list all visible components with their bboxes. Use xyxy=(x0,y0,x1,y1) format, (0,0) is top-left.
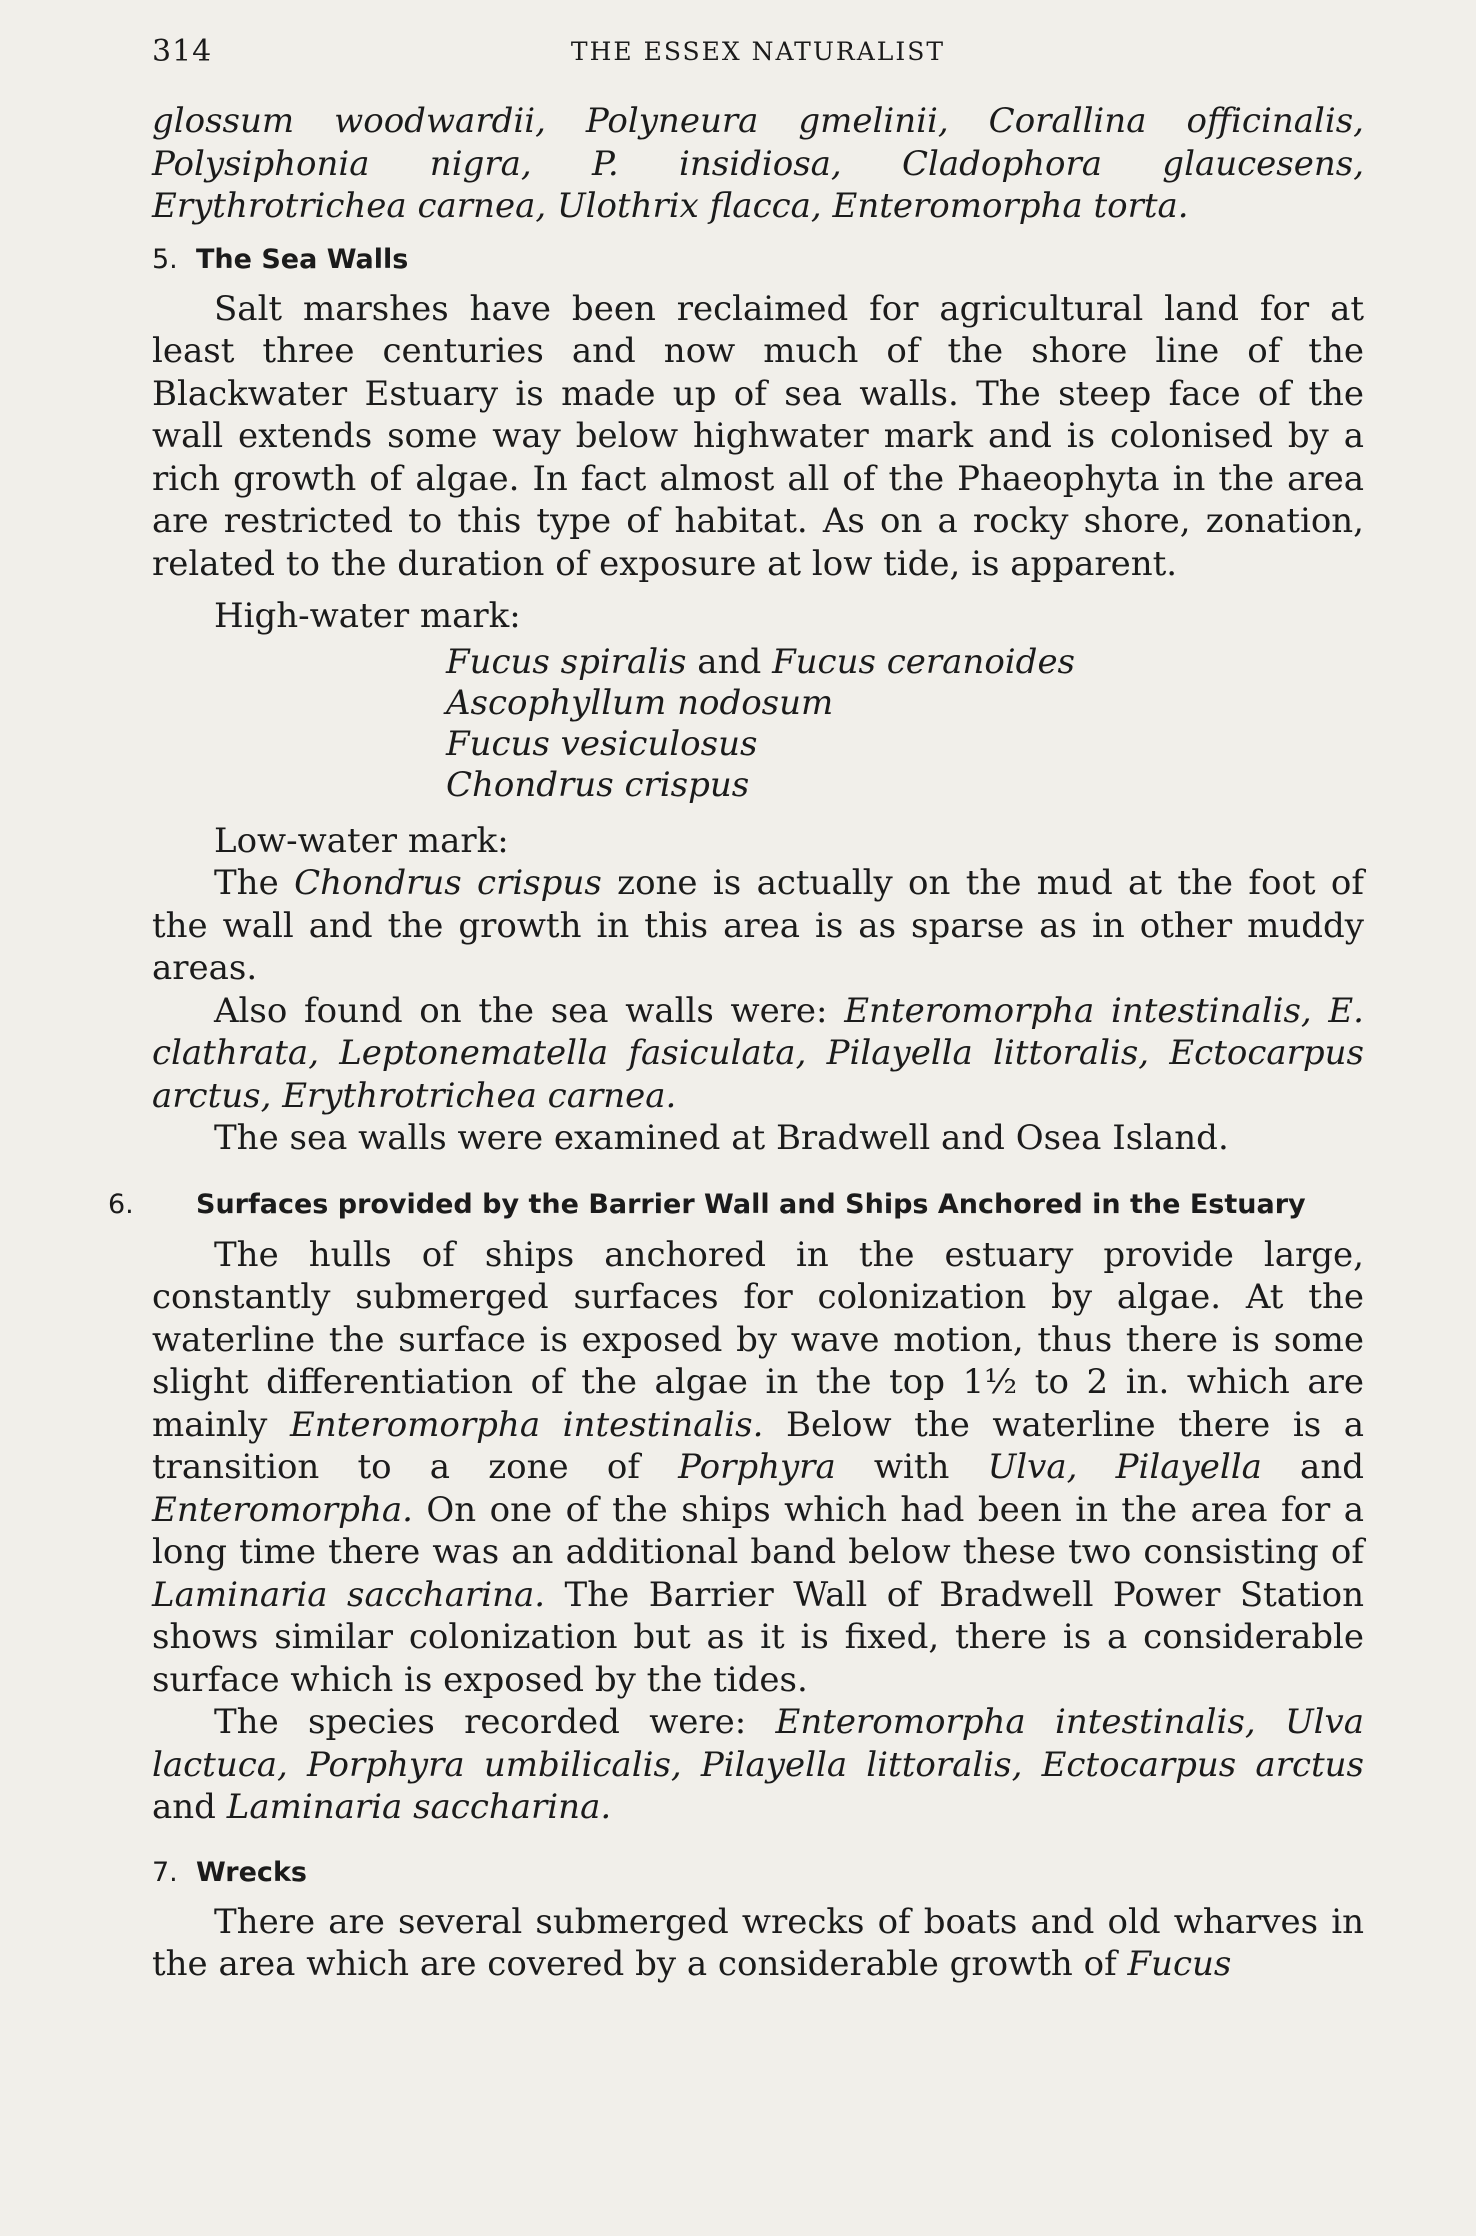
section-number: 6. xyxy=(108,1188,134,1220)
page-number: 314 xyxy=(152,34,213,69)
species-line: Fucus spiralis and Fucus ceranoides xyxy=(446,641,1076,682)
sea-walls-paragraph: Salt marshes have been reclaimed for agricultural land for at least three centuries and now much of the shore line of the Blackwater Estuary is made up of sea walls. The steep face of the wall extends some way below highwater mark and is colonised by a rich growth of algae. In fact almost all of the Phaeophyta in the area are restricted to this type of habitat. As on a rocky shore, zonation, related to the duration of exposure at low tide, is apparent. xyxy=(152,288,1364,584)
also-found-paragraph: Also found on the sea walls were: Enteromorpha intestinalis, E. clathrata, Leptonematella fasiculata, Pilayella littoralis, Ectocarpus arctus, Erythrotrichea carnea. xyxy=(152,990,1364,1116)
section-5-heading xyxy=(152,242,1364,278)
high-water-label: High-water mark: xyxy=(214,596,521,636)
low-water-label: Low-water mark: xyxy=(214,820,509,861)
examined-paragraph: The sea walls were examined at Bradwell and Osea Island. xyxy=(214,1118,1229,1158)
section-title: Surfaces provided by the Barrier Wall and Ships Anchored in the Estuary xyxy=(196,1188,1306,1220)
intro-species-text: glossum woodwardii, Polyneura gmelinii, Corallina officinalis, Polysiphonia nigra, P. insidiosa, Cladophora glaucesens, Erythrotrichea carnea, Ulothrix flacca, Enteromorpha torta. xyxy=(152,101,1364,226)
species-recorded-paragraph: The species recorded were: Enteromorpha intestinalis, Ulva lactuca, Porphyra umbilicalis, Pilayella littoralis, Ectocarpus arctus and Laminaria saccharina. xyxy=(152,1702,1364,1827)
ships-paragraph: The hulls of ships anchored in the estuary provide large, constantly submerged surfaces for colonization by algae. At the waterline the surface is exposed by wave motion, thus there is some slight differentiation of the algae in the top 1½ to 2 in. which are mainly Enteromorpha intestinalis. Below the waterline there is a transition to a zone of Porphyra with Ulva, Pilayella and Enteromorpha. On one of the ships which had been in the area for a long time there was an additional band below these two consisting of Laminaria saccharina. The Barrier Wall of Bradwell Power Station shows similar colonization but as it is fixed, there is a considerable surface which is exposed by the tides. xyxy=(152,1234,1365,1700)
species-line: Ascophyllum nodosum xyxy=(446,682,834,723)
wrecks-paragraph: There are several submerged wrecks of boats and old wharves in the area which are covered by a considerable growth of Fucus xyxy=(152,1901,1364,1984)
section-number: 7. xyxy=(152,1856,178,1888)
article-body xyxy=(108,100,1365,1986)
section-6-heading xyxy=(108,1186,1364,1224)
section-number: 5. xyxy=(152,243,178,275)
section-title: The Sea Walls xyxy=(196,243,409,275)
section-title: Wrecks xyxy=(196,1856,307,1888)
running-header xyxy=(152,30,1364,74)
species-line: Chondrus crispus xyxy=(446,764,750,805)
high-water-species-list xyxy=(152,642,1364,806)
species-line: Fucus vesiculosus xyxy=(446,723,758,764)
low-water-paragraph: The Chondrus crispus zone is actually on the mud at the foot of the wall and the growth in this area is as sparse as in other muddy areas. xyxy=(152,863,1364,988)
intro-species-paragraph xyxy=(152,100,1364,228)
journal-title: THE ESSEX NATURALIST xyxy=(570,37,946,66)
section-7-heading xyxy=(152,1855,1364,1891)
